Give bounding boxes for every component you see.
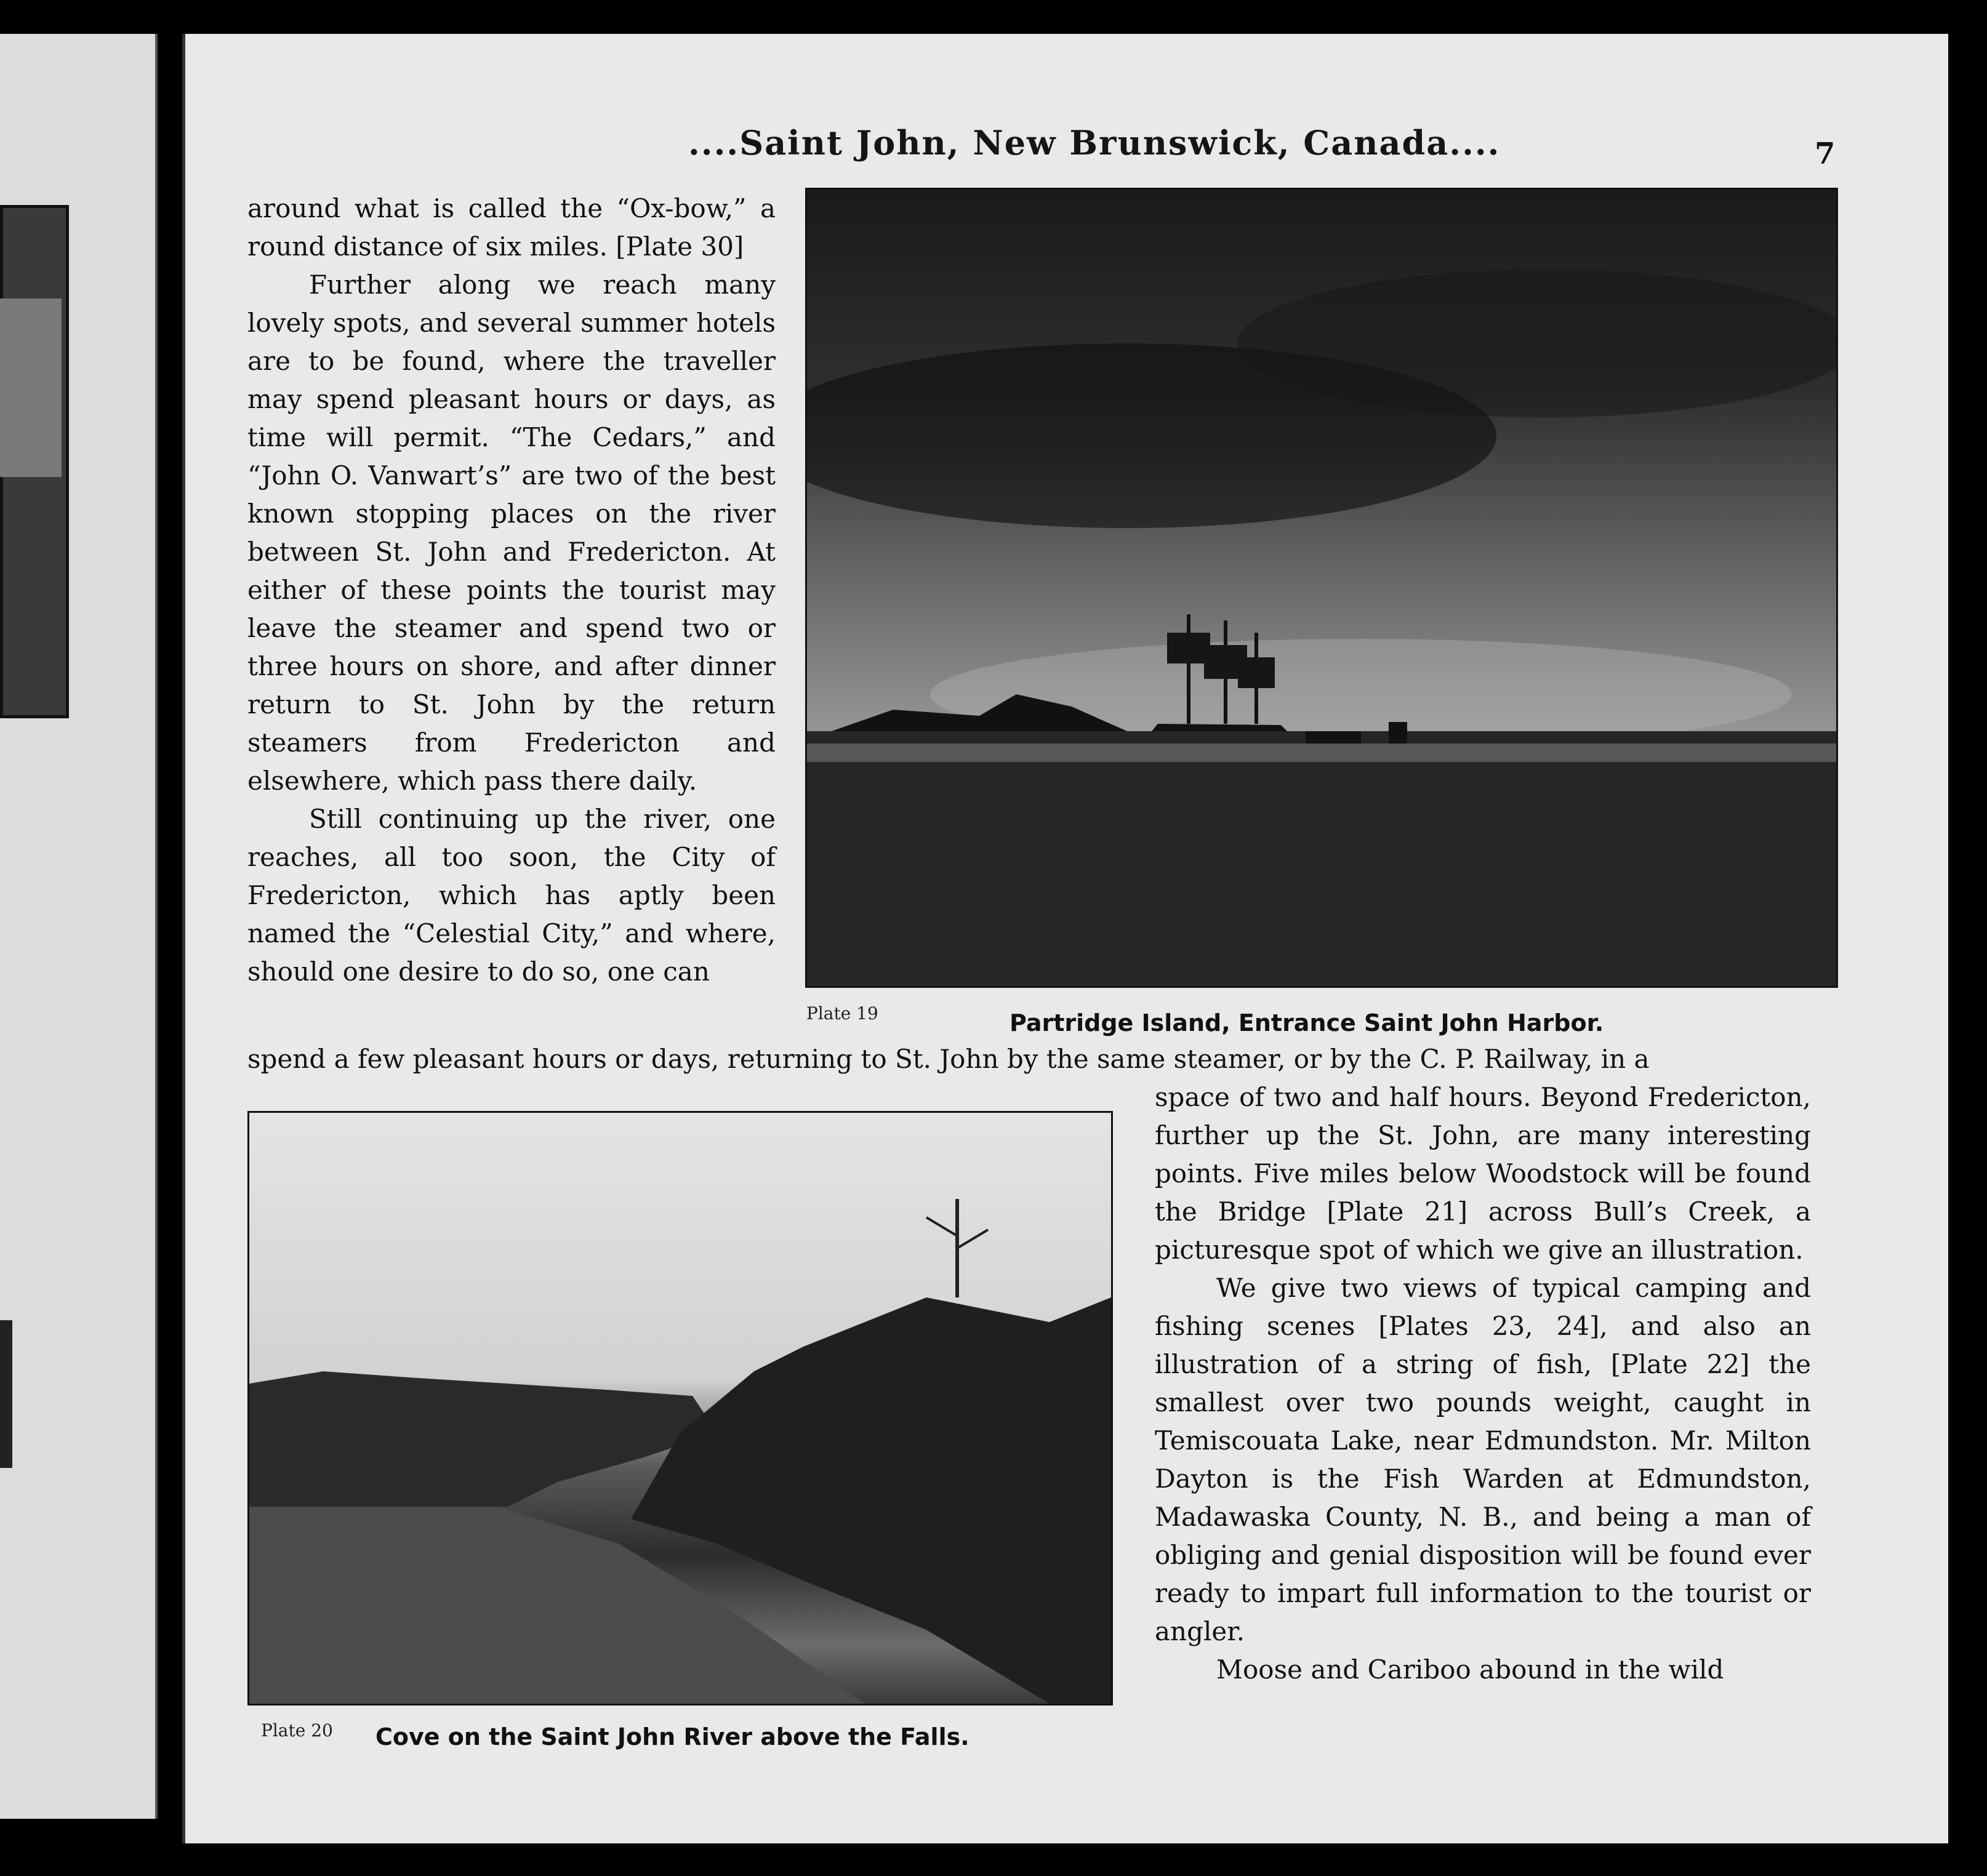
facing-page-edge: [0, 34, 158, 1819]
text-column-top-left: [247, 190, 776, 991]
plate-19-photo: [805, 188, 1838, 988]
paragraph: Still continuing up the river, one reaches, all too soon, the City of Fredericton, which has aptly been named the “Celestial City,” and where, should one desire to do so, one can: [247, 804, 776, 987]
river-cove-illustration: [249, 1113, 1111, 1704]
plate-number: Plate 20: [261, 1720, 333, 1741]
running-head: ....Saint John, New Brunswick, Canada....: [688, 123, 1501, 162]
facing-page-tree-fragment: [0, 1320, 12, 1468]
text-column-bottom-right: [1155, 1078, 1811, 1689]
plate-20-photo: [247, 1111, 1113, 1706]
paragraph: around what is called the “Ox-bow,” a round distance of six miles. [Plate 30]: [247, 193, 776, 262]
paragraph: Further along we reach many lovely spots, and several summer hotels are to be found, where the traveller may spend pleasant hours or days, as time will permit. “The Cedars,” and “John O. Vanwart’s” are two of the best known stopping places on the river between St. John and Fredericton. At either of these points the tourist may leave the steamer and spend two or three hours on shore, and after dinner return to St. John by the return steamers from Fredericton and elsewhere, which pass there daily.: [247, 270, 776, 796]
plate-caption: Partridge Island, Entrance Saint John Harbor.: [1010, 1009, 1604, 1036]
facing-page-photo-detail: [0, 299, 62, 477]
plate-caption: Cove on the Saint John River above the Falls.: [375, 1723, 969, 1750]
paragraph: Moose and Cariboo abound in the wild: [1216, 1654, 1724, 1685]
paragraph: space of two and half hours. Beyond Fredericton, further up the St. John, are many interesting points. Five miles below Woodstock will be found the Bridge [Plate 21] across Bull’s Creek, a picturesque spot of which we give an illustration.: [1155, 1082, 1811, 1265]
harbor-scene-illustration: [807, 190, 1836, 986]
page-number: 7: [1815, 137, 1836, 171]
plate-number: Plate 19: [806, 1003, 878, 1024]
paragraph: We give two views of typical camping and fishing scenes [Plates 23, 24], and also an illustration of a string of fish, [Plate 22] the smallest over two pounds weight, caught in Temiscouata Lake, near Edmundston. Mr. Milton Dayton is the Fish Warden at Edmundston, Madawaska County, N. B., and being a man of obliging and genial disposition will be found ever ready to impart full information to the tourist or angler.: [1155, 1273, 1811, 1646]
full-width-line: spend a few pleasant hours or days, returning to St. John by the same steamer, or by the C. P. Railway, in a: [247, 1044, 1650, 1074]
